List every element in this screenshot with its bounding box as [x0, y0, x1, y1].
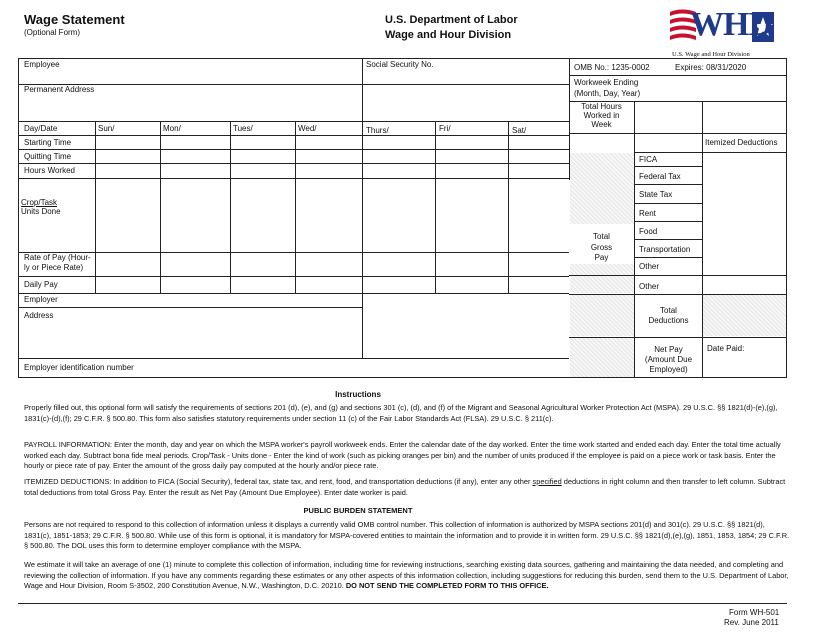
workweek-ending-label: Workweek Ending	[574, 78, 639, 87]
burden-estimate-paragraph	[24, 560, 792, 592]
itemized-text-b: deductions in right column and then transfer to left column. Subtract total deductions from total Gross Pay. Enter the result as Net Pay (Amount Due Employee). Enter date worker is paid.	[24, 477, 786, 497]
logo-caption: U.S. Wage and Hour Division	[672, 51, 750, 58]
daily-pay-label: Daily Pay	[24, 280, 58, 289]
burden-estimate-text: We estimate it will take an average of one (1) minute to complete this collection of information, including time for reviewing instructions, searching existing data sources, gathering and maintaining the data needed, and completing and reviewing the collection of information. If you have any comments regarding these estimates or any other aspects of this information collection, including suggestions for reducing this burden, send them to the U.S. Department of Labor, Wage and Hour Division, Room S-3502, 200 Constitution Avenue, N.W., Washington, D.C. 20210.	[24, 560, 789, 590]
total-hours-label-1: Total Hours	[581, 102, 622, 111]
employee-label: Employee	[24, 60, 60, 69]
employer-ein-label: Employer identification number	[24, 363, 134, 372]
permanent-address-label: Permanent Address	[24, 85, 95, 94]
total-gross-label-1: Total	[593, 232, 610, 241]
total-gross-label-3: Pay	[594, 253, 609, 262]
total-hours-label-2: Worked in	[583, 111, 620, 120]
net-pay-label-1: Net Pay	[654, 345, 683, 354]
net-pay-label-2: (Amount Due	[644, 355, 693, 364]
net-pay-shade	[570, 338, 634, 377]
employer-address-label: Address	[24, 311, 54, 320]
itemized-text-underlined: specified	[532, 477, 562, 486]
federal-tax-label: Federal Tax	[639, 172, 681, 181]
payroll-information-paragraph: PAYROLL INFORMATION: Enter the month, day and year on which the MSPA worker's payroll workweek ends. Enter the calendar date of the day worked. Enter the time work started and ended each day. Enter the total time actually worked each day. Subtract bona fide meal periods. Crop/Task - Units done - Enter the kind of work (such as picking oranges per bin) and the number of units produced if the employee is paid on a piece work or task basis. Enter the hourly or piece rate of pay. Enter the amount of the gross daily pay computed at the hourly and/or piece rate.	[24, 440, 781, 470]
form-number: Form WH-501	[729, 608, 780, 617]
total-deductions-shade-left	[570, 295, 634, 336]
department-name: U.S. Department of Labor	[385, 14, 518, 26]
public-burden-paragraph: Persons are not required to respond to this collection of information unless it displays a currently valid OMB control number. This collection of information is authorized by MSPA sections 201(d) and 301(c). 29 U.S.C. §§ 1821(d), 1831(c), 1851-1853; 29 C.F.R. § 500.80. While use of this form is optional, it is mandatory for MSPA-covered entities to maintain the information and to provide it in written form. 29 U.S.C. §§ 1821(d),(e),(g), 1851, 1853, 1854; 29 C.F.R. § 500.80. The DOL uses this form to determine employer compliance with the MSPA.	[24, 520, 790, 550]
date-paid-label: Date Paid:	[707, 344, 745, 353]
instructions-paragraph-1: Properly filled out, this optional form will satisfy the requirements of sections 201 (d), (e), and (g) and sections 301 (c), (d), and (f) of the Migrant and Seasonal Agricultural Worker Protection Act (MSPA). 29 U.S.C. §§ 1821(d)-(e),(g), 1831(c)-(d),(f); 29 C.F.R. § 500.80. This form also satisfies statutory requirements under section 11 (c) of the Fair Labor Standards Act (FLSA). 29 U.S.C. § 211(c).	[24, 403, 778, 423]
thursday-label: Thurs/	[366, 126, 389, 135]
itemized-deductions-label: Itemized Deductions	[705, 138, 778, 147]
total-deductions-shade-right	[703, 295, 786, 336]
saturday-label: Sat/	[512, 126, 527, 135]
omb-number: OMB No.: 1235-0002	[574, 63, 650, 72]
wednesday-label: Wed/	[298, 124, 317, 133]
rate-of-pay-label-2: ly or Piece Rate)	[24, 263, 84, 272]
total-hours-label-3: Week	[591, 120, 612, 129]
quitting-time-label: Quitting Time	[24, 152, 72, 161]
whd-logo	[668, 6, 780, 58]
gross-pay-shade-top	[570, 153, 634, 224]
revision-date: Rev. June 2011	[724, 618, 779, 627]
crop-task-label: Crop/Task	[21, 198, 58, 207]
instructions-heading: Instructions	[335, 390, 381, 399]
units-done-label: Units Done	[21, 207, 61, 216]
monday-label: Mon/	[163, 124, 181, 133]
fica-label: FICA	[639, 155, 658, 164]
form-subtitle: (Optional Form)	[24, 28, 81, 37]
friday-label: Fri/	[439, 124, 451, 133]
state-tax-label: State Tax	[639, 190, 673, 199]
tuesday-label: Tues/	[233, 124, 253, 133]
division-name: Wage and Hour Division	[385, 29, 512, 41]
employer-label: Employer	[24, 295, 58, 304]
total-deductions-label-1: Total	[660, 306, 677, 315]
itemized-deductions-paragraph	[24, 477, 792, 498]
itemized-text-a: ITEMIZED DEDUCTIONS: In addition to FICA (Social Security), federal tax, state tax, and rent, food, and transportation deductions (if any), enter any other	[24, 477, 533, 486]
day-date-label: Day/Date	[24, 124, 58, 133]
rent-label: Rent	[639, 209, 656, 218]
public-burden-heading: PUBLIC BURDEN STATEMENT	[303, 506, 413, 515]
sunday-label: Sun/	[98, 124, 115, 133]
hours-worked-label: Hours Worked	[24, 166, 75, 175]
rate-of-pay-label-1: Rate of Pay (Hour-	[24, 253, 91, 262]
other-label-1: Other	[639, 262, 660, 271]
transportation-label: Transportation	[639, 245, 691, 254]
expiration-date: Expires: 08/31/2020	[675, 63, 747, 72]
net-pay-label-3: Employed)	[649, 365, 688, 374]
ssn-label: Social Security No.	[366, 60, 434, 69]
other-label-2: Other	[639, 282, 660, 291]
food-label: Food	[639, 227, 658, 236]
form-frame	[18, 58, 787, 378]
do-not-send-notice: DO NOT SEND THE COMPLETED FORM TO THIS OFFICE.	[345, 581, 549, 590]
gross-pay-shade-bottom	[570, 264, 634, 293]
month-day-year-label: (Month, Day, Year)	[574, 89, 641, 98]
form-title: Wage Statement	[24, 12, 125, 27]
logo-text: WHD	[690, 6, 772, 43]
total-deductions-label-2: Deductions	[648, 316, 689, 325]
total-gross-label-2: Gross	[590, 243, 613, 252]
starting-time-label: Starting Time	[24, 138, 72, 147]
